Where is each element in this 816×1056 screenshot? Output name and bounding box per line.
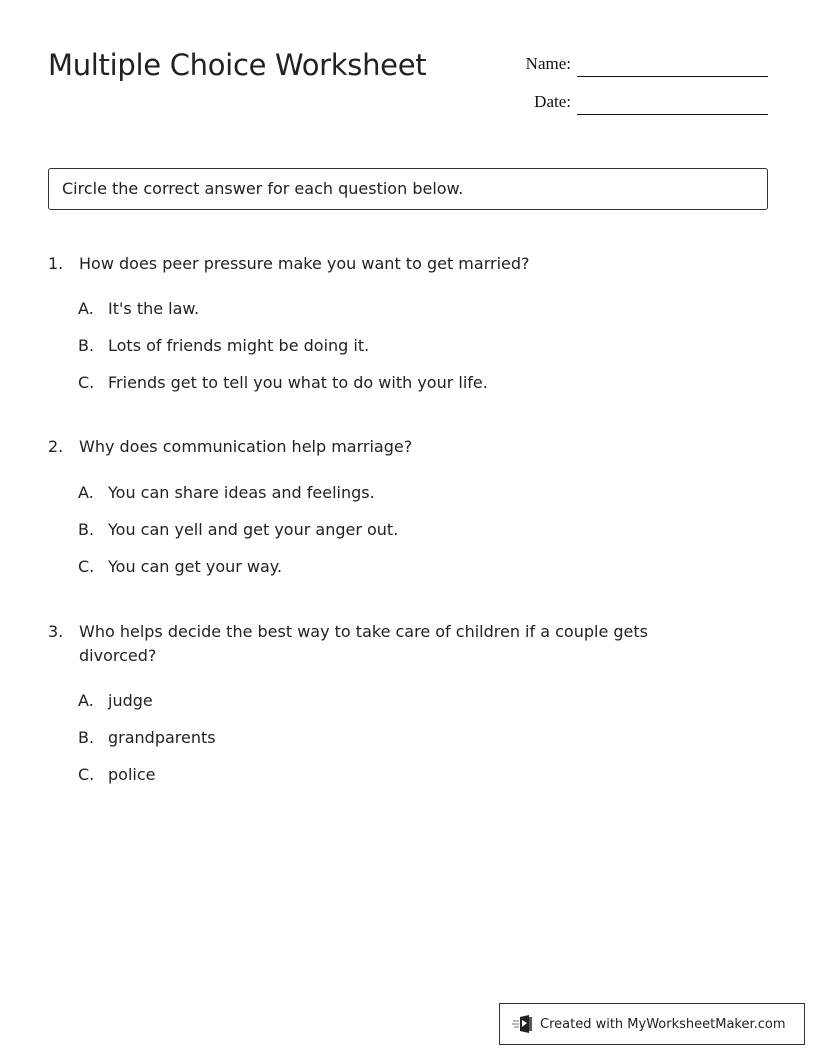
question-text: How does peer pressure make you want to get married? [79, 254, 530, 273]
option-letter: A. [78, 299, 94, 318]
option-text: Friends get to tell you what to do with your life. [108, 373, 488, 392]
option-text: grandparents [108, 728, 216, 747]
option-2b[interactable] [78, 518, 398, 542]
option-text: police [108, 765, 156, 784]
page-title: Multiple Choice Worksheet [48, 48, 427, 82]
question-number: 1. [48, 254, 64, 273]
option-1a[interactable] [78, 297, 199, 321]
option-letter: B. [78, 520, 95, 539]
option-text: It's the law. [108, 299, 200, 318]
option-letter: C. [78, 373, 95, 392]
name-label: Name: [525, 54, 571, 73]
name-field[interactable] [577, 76, 768, 77]
question-3 [48, 620, 728, 668]
question-1 [48, 252, 728, 276]
option-text: Lots of friends might be doing it. [108, 336, 370, 355]
option-text: You can share ideas and feelings. [108, 483, 375, 502]
footer-badge[interactable] [499, 1003, 805, 1045]
option-3c[interactable] [78, 763, 155, 787]
question-text: Why does communication help marriage? [79, 437, 413, 456]
option-3b[interactable] [78, 726, 216, 750]
option-letter: B. [78, 728, 95, 747]
option-letter: A. [78, 483, 94, 502]
question-text: Who helps decide the best way to take care of children if a couple gets divorced? [79, 622, 648, 665]
option-letter: C. [78, 765, 95, 784]
worksheet-logo-icon [512, 1014, 534, 1034]
option-letter: B. [78, 336, 95, 355]
option-text: judge [108, 691, 153, 710]
option-2c[interactable] [78, 555, 282, 579]
option-text: You can yell and get your anger out. [108, 520, 399, 539]
option-letter: C. [78, 557, 95, 576]
option-3a[interactable] [78, 689, 153, 713]
option-2a[interactable] [78, 481, 375, 505]
question-number: 2. [48, 437, 64, 456]
question-number: 3. [48, 622, 64, 641]
option-1b[interactable] [78, 334, 369, 358]
footer-text: Created with MyWorksheetMaker.com [540, 1016, 786, 1032]
option-letter: A. [78, 691, 94, 710]
question-2 [48, 435, 728, 459]
date-field[interactable] [577, 114, 768, 115]
option-text: You can get your way. [108, 557, 283, 576]
instructions-box: Circle the correct answer for each question below. [48, 168, 768, 210]
option-1c[interactable] [78, 371, 488, 395]
date-label: Date: [534, 92, 571, 111]
